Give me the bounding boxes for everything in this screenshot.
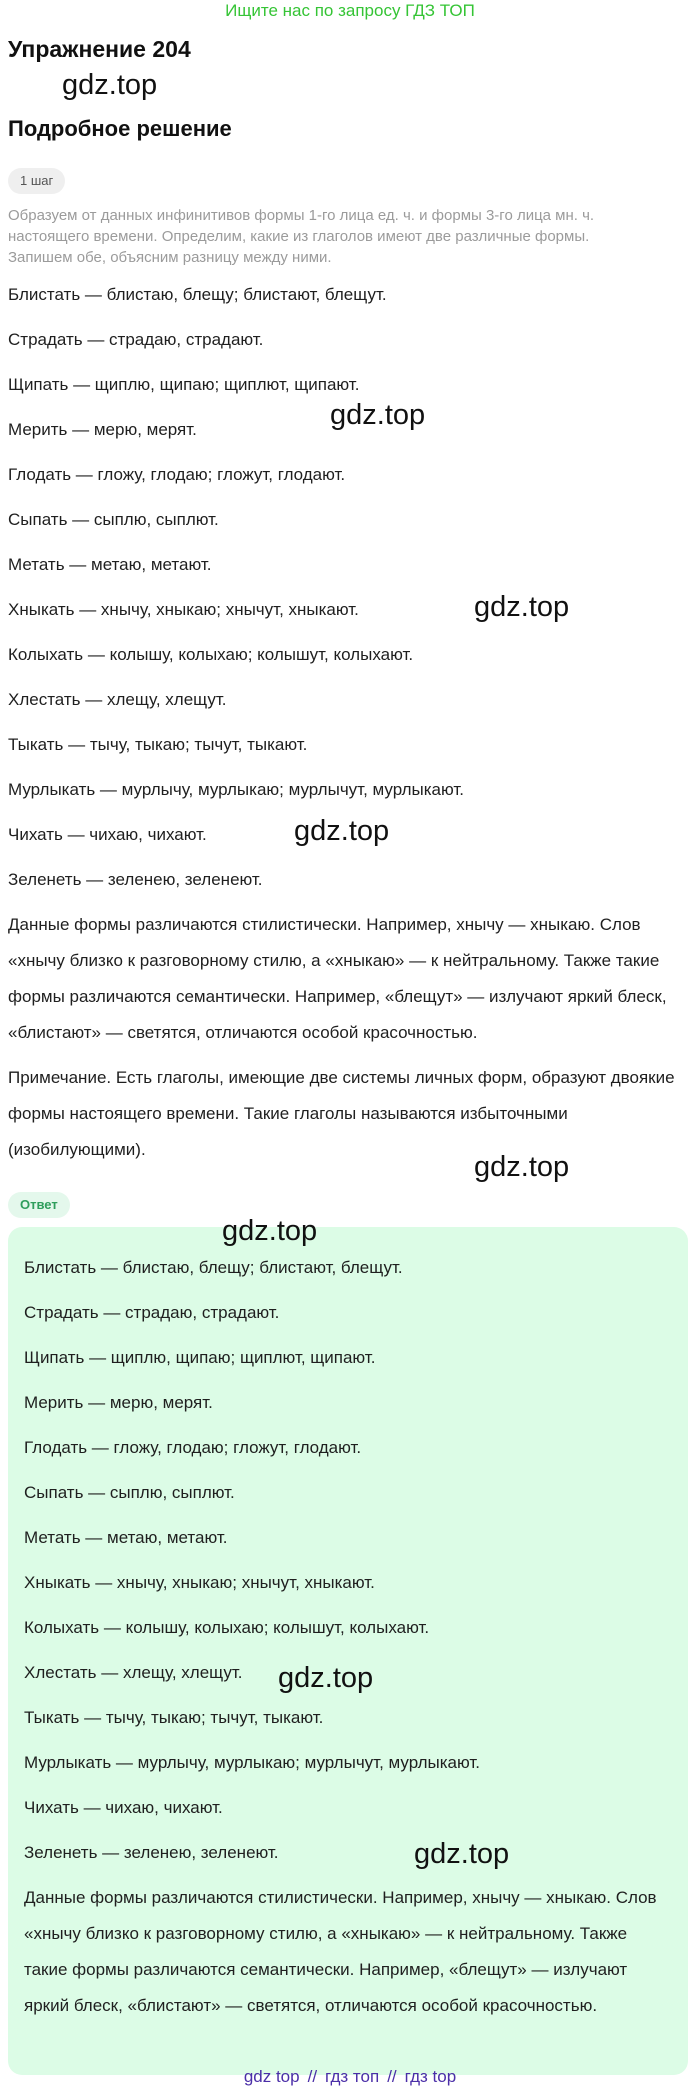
solution-line: Хлестать — хлещу, хлещут. <box>8 690 227 709</box>
step-badge: 1 шаг <box>8 168 65 194</box>
answer-line: Хныкать — хнычу, хныкаю; хнычут, хныкают. <box>24 1573 375 1592</box>
answer-line: Глодать — гложу, глодаю; гложут, глодают. <box>24 1438 362 1457</box>
answer-line: Чихать — чихаю, чихают. <box>24 1798 223 1817</box>
answer-line: Мерить — мерю, мерят. <box>24 1393 213 1412</box>
watermark: gdz.top <box>62 69 158 101</box>
answer-line: Сыпать — сыплю, сыплют. <box>24 1483 235 1502</box>
footer-separator: // <box>387 2067 397 2086</box>
explanation-paragraph: Данные формы различаются стилистически. Например, хнычу — хныкаю. Слов «хнычу близко к разговорному стилю, а «хныкаю» — к нейтральному. Также такие формы различаются семантически. Например, «блещут» — излучают яркий блеск, «блистают» — светятся, отличаются особой красочностью. <box>8 915 667 1042</box>
answer-badge: Ответ <box>8 1192 70 1218</box>
solution-line: Страдать — страдаю, страдают. <box>8 330 264 349</box>
answer-line: Страдать — страдаю, страдают. <box>24 1303 280 1322</box>
watermark: gdz.top <box>222 1215 318 1247</box>
solution-line: Зеленеть — зеленею, зеленеют. <box>8 870 263 889</box>
solution-line: Метать — метаю, метают. <box>8 555 212 574</box>
note-paragraph: Примечание. Есть глаголы, имеющие две системы личных форм, образуют двоякие формы настоящего времени. Такие глаголы называются избыточными (изобилующими). <box>8 1068 675 1159</box>
section-subtitle: Подробное решение <box>8 116 232 141</box>
answer-line: Тыкать — тычу, тыкаю; тычут, тыкают. <box>24 1708 324 1727</box>
answer-line: Блистать — блистаю, блещу; блистают, блещут. <box>24 1258 403 1277</box>
answer-line: Хлестать — хлещу, хлещут. <box>24 1663 243 1682</box>
footer-link[interactable]: гдз top <box>404 2067 457 2086</box>
solution-line: Мурлыкать — мурлычу, мурлыкаю; мурлычут, мурлыкают. <box>8 780 464 799</box>
watermark: gdz.top <box>278 1662 374 1694</box>
solution-line: Мерить — мерю, мерят. <box>8 420 197 439</box>
step-instruction: Образуем от данных инфинитивов формы 1-го лица ед. ч. и формы 3-го лица мн. ч. настоящего времени. Определим, какие из глаголов имеют две различные формы. Запишем обе, объясним разницу между ними. <box>8 207 595 266</box>
watermark: gdz.top <box>414 1838 510 1870</box>
solution-line: Блистать — блистаю, блещу; блистают, блещут. <box>8 285 387 304</box>
footer-link[interactable]: gdz top <box>243 2067 300 2086</box>
watermark: gdz.top <box>294 815 390 847</box>
top-banner[interactable]: Ищите нас по запросу ГДЗ ТОП <box>225 1 475 20</box>
footer-separator: // <box>307 2067 318 2086</box>
watermark: gdz.top <box>330 399 426 431</box>
answer-line: Колыхать — колышу, колыхаю; колышут, колыхают. <box>24 1618 430 1637</box>
solution-line: Чихать — чихаю, чихают. <box>8 825 207 844</box>
watermark: gdz.top <box>474 1151 570 1183</box>
solution-line: Глодать — гложу, глодаю; гложут, глодают. <box>8 465 346 484</box>
answer-line: Метать — метаю, метают. <box>24 1528 228 1547</box>
watermark: gdz.top <box>474 591 570 623</box>
solution-line: Тыкать — тычу, тыкаю; тычут, тыкают. <box>8 735 308 754</box>
footer-link[interactable]: гдз топ <box>325 2067 380 2086</box>
answer-line: Зеленеть — зеленею, зеленеют. <box>24 1843 279 1862</box>
solution-line: Сыпать — сыплю, сыплют. <box>8 510 219 529</box>
solution-line: Щипать — щиплю, щипаю; щиплют, щипают. <box>8 375 360 394</box>
answer-explanation: Данные формы различаются стилистически. Например, хнычу — хныкаю. Слов «хнычу близко к разговорному стилю, а «хныкаю» — к нейтральному. Также такие формы различаются семантически. Например, «блещут» — излучают яркий блеск, «блистают» — светятся, отличаются особой красочностью. <box>24 1888 657 2015</box>
solution-line: Колыхать — колышу, колыхаю; колышут, колыхают. <box>8 645 414 664</box>
footer-links <box>0 2066 700 2088</box>
answer-line: Щипать — щиплю, щипаю; щиплют, щипают. <box>24 1348 376 1367</box>
solution-line: Хныкать — хнычу, хныкаю; хнычут, хныкают. <box>8 600 359 619</box>
page-title: Упражнение 204 <box>8 36 191 62</box>
answer-line: Мурлыкать — мурлычу, мурлыкаю; мурлычут, мурлыкают. <box>24 1753 480 1772</box>
